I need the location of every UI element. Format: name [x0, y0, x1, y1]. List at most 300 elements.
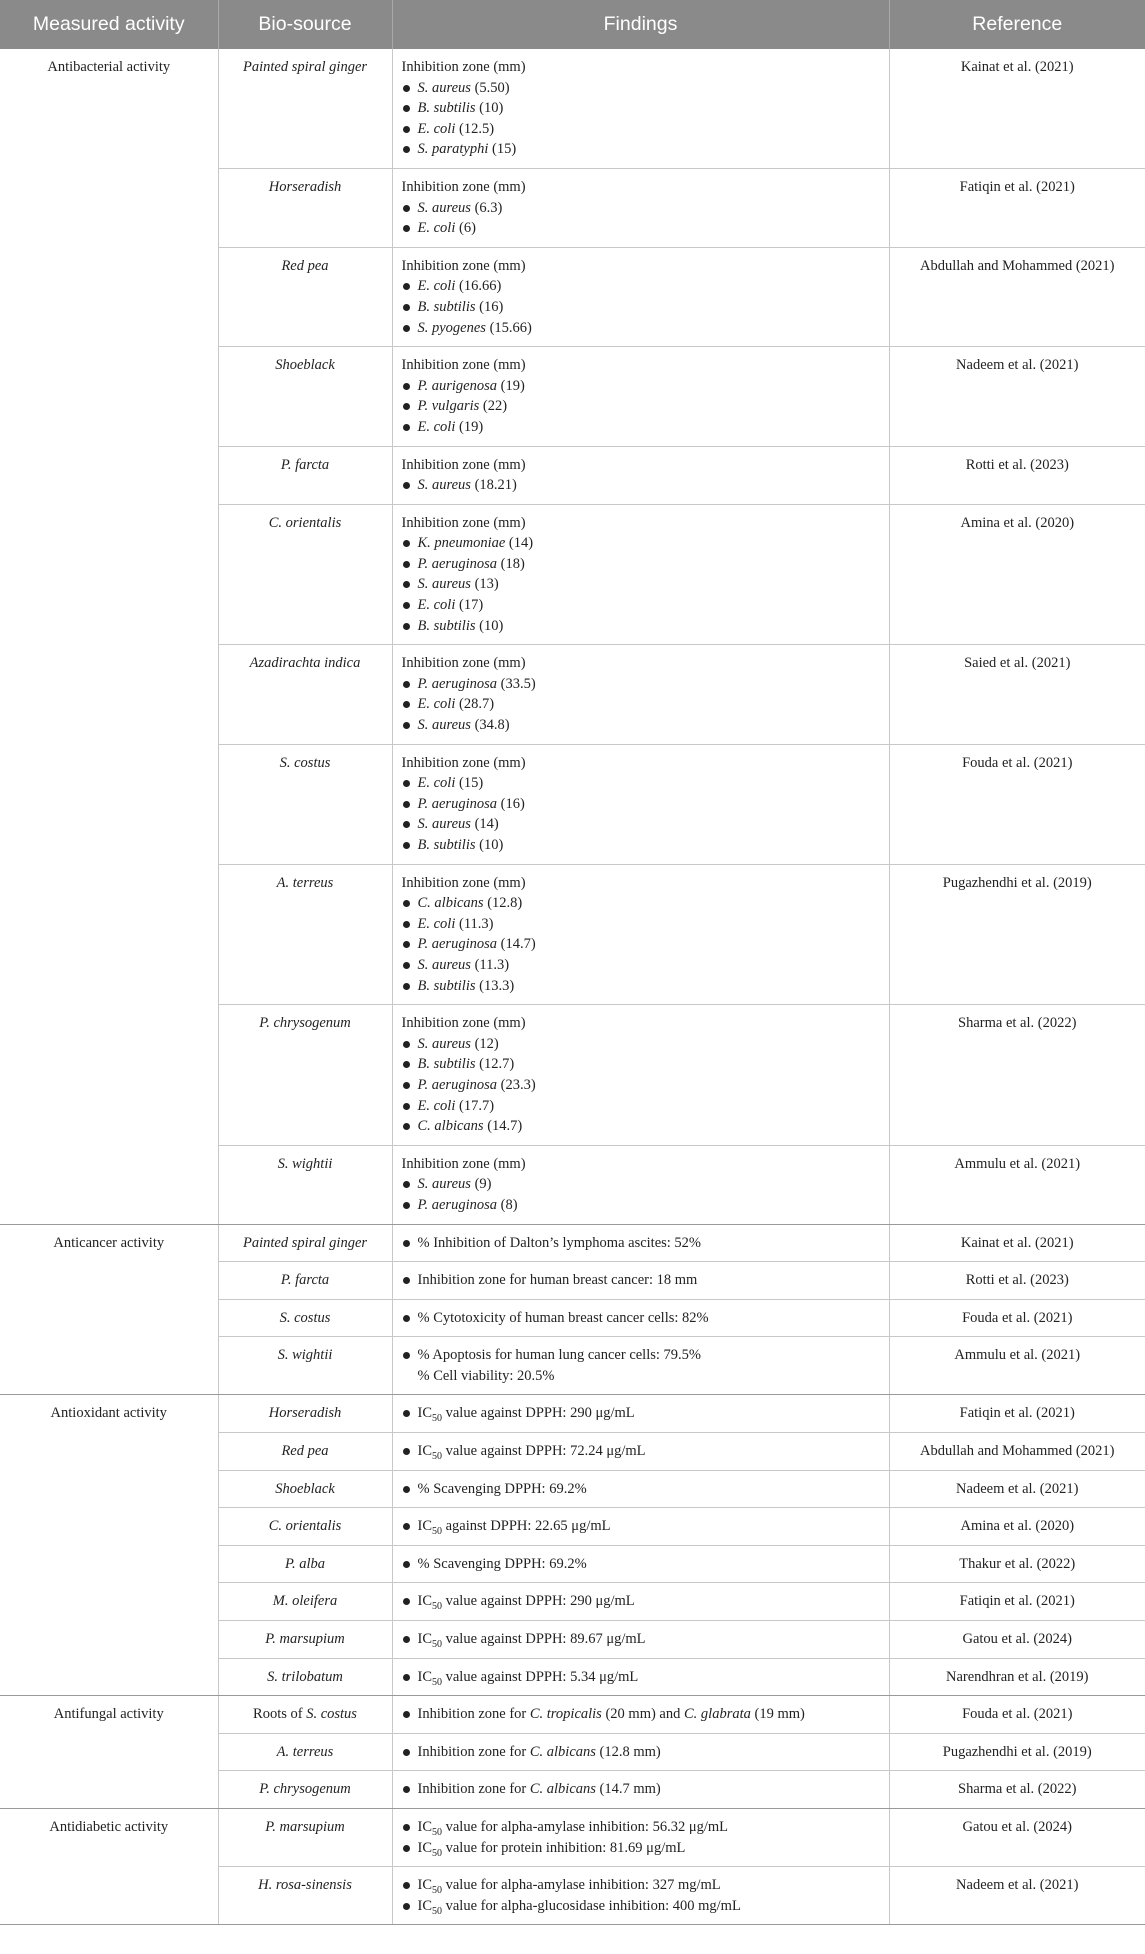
findings-title: Inhibition zone (mm) [401, 456, 526, 473]
findings-cell [392, 1224, 889, 1262]
bio-source-cell [218, 1771, 392, 1809]
list-item [402, 1096, 880, 1117]
list-item [402, 914, 880, 935]
findings-cell [392, 1771, 889, 1809]
inhibition-value: (23.3) [497, 1076, 536, 1093]
bio-source-cell [218, 1733, 392, 1771]
reference-cell [889, 1470, 1145, 1508]
ic-label: IC [417, 1443, 432, 1460]
list-item [402, 1479, 880, 1500]
inhibition-value: (33.5) [497, 675, 536, 692]
reference-text: Amina et al. (2020) [960, 1518, 1075, 1535]
bio-source-name: Painted spiral ginger [242, 1234, 368, 1251]
reference-cell [889, 1545, 1145, 1583]
reference-cell [889, 1224, 1145, 1262]
ic-label: IC [417, 1593, 432, 1610]
inhibition-value: (12.5) [455, 120, 495, 137]
organism-name: C. glabrata [684, 1706, 751, 1723]
reference-cell [889, 1145, 1145, 1224]
organism-name: P. aeruginosa [417, 795, 497, 812]
inhibition-value: (11.3) [470, 956, 510, 973]
ic-label: IC [417, 1631, 432, 1648]
organism-name: E. coli [417, 278, 456, 295]
inhibition-value: (19) [455, 418, 484, 435]
inhibition-value: (18) [497, 555, 525, 572]
reference-cell [889, 1508, 1145, 1546]
organism-name: B. subtilis [417, 100, 476, 117]
organism-name: S. paratyphi [417, 141, 489, 158]
reference-text: Abdullah and Mohammed (2021) [919, 257, 1115, 274]
list-item [402, 119, 880, 140]
list-item [402, 1195, 880, 1216]
findings-list [402, 893, 880, 996]
organism-name: B. subtilis [417, 298, 476, 315]
bio-source-cell [218, 1621, 392, 1659]
finding-text: value against DPPH: 5.34 μg/mL [442, 1668, 639, 1685]
bio-source-cell [218, 1809, 392, 1867]
measured-activity-label: Antifungal activity [53, 1706, 164, 1723]
organism-name: C. albicans [417, 1118, 484, 1135]
reference-cell [889, 1658, 1145, 1696]
findings-cell [392, 1621, 889, 1659]
measured-activity-label: Antibacterial activity [47, 59, 171, 75]
reference-text: Rotti et al. (2023) [965, 456, 1069, 473]
bio-source-cell [218, 247, 392, 346]
findings-cell [392, 744, 889, 864]
reference-cell [889, 168, 1145, 247]
finding-text: % Cell viability: 20.5% [417, 1367, 555, 1384]
reference-text: Narendhran et al. (2019) [945, 1668, 1089, 1685]
list-item [402, 1704, 880, 1725]
findings-list [402, 773, 880, 855]
header-row [0, 0, 1145, 49]
findings-list [402, 1704, 880, 1725]
ic-subscript: 50 [432, 1413, 442, 1425]
bio-source-name: Horseradish [268, 178, 342, 195]
bio-source-name: P. marsupium [265, 1819, 345, 1835]
findings-cell [392, 1508, 889, 1546]
list-item [402, 955, 880, 976]
bio-source-name: S. costus [279, 1309, 331, 1326]
list-item [402, 1554, 880, 1575]
findings-list [402, 1817, 880, 1858]
findings-list [402, 376, 880, 438]
list-item [402, 297, 880, 318]
ic-label: IC [417, 1839, 432, 1856]
bio-source-name: Azadirachta indica [249, 655, 361, 672]
reference-cell [889, 1771, 1145, 1809]
findings-cell [392, 645, 889, 744]
list-item [402, 1591, 880, 1612]
reference-cell [889, 744, 1145, 864]
findings-list [402, 1875, 880, 1916]
list-item [402, 533, 880, 554]
inhibition-value: (8) [497, 1196, 518, 1213]
inhibition-value: (10) [475, 617, 504, 634]
bio-source-name: P. farcta [280, 1272, 330, 1289]
organism-name: B. subtilis [417, 977, 476, 994]
bio-source-name: Red pea [281, 1443, 329, 1460]
organism-name: S. aureus [417, 576, 471, 593]
findings-title: Inhibition zone (mm) [401, 1155, 526, 1172]
bio-source-name: Shoeblack [275, 357, 335, 374]
findings-cell [392, 446, 889, 504]
bio-source-name: S. trilobatum [267, 1668, 343, 1685]
inhibition-value: (12) [470, 1035, 499, 1052]
inhibition-value: (13) [470, 576, 499, 593]
measured-activity-cell [0, 1696, 218, 1809]
list-item [402, 674, 880, 695]
inhibition-value: (9) [470, 1176, 492, 1193]
inhibition-value: (6) [455, 220, 476, 237]
list-item [402, 1233, 880, 1254]
list-item [402, 276, 880, 297]
bio-source-cell [218, 1433, 392, 1471]
organism-name: B. subtilis [417, 617, 476, 634]
findings-list [402, 198, 880, 239]
findings-list [402, 78, 880, 160]
measured-activity-cell [0, 1224, 218, 1395]
finding-text: % Apoptosis for human lung cancer cells: 79.5% [417, 1347, 701, 1364]
list-item [402, 1629, 880, 1650]
bio-source-cell [218, 347, 392, 446]
list-item [402, 78, 880, 99]
bio-source-cell [218, 1658, 392, 1696]
header-measured-activity: Measured activity [0, 0, 218, 49]
organism-name: B. subtilis [417, 1056, 476, 1073]
bio-source-cell [218, 1262, 392, 1300]
inhibition-value: (12.8) [483, 895, 523, 912]
bio-source-name: S. costus [279, 754, 331, 771]
list-item [402, 773, 880, 794]
findings-title: Inhibition zone (mm) [401, 178, 526, 195]
list-item [402, 417, 880, 438]
findings-cell [392, 1337, 889, 1395]
inhibition-value: (17) [455, 597, 484, 614]
measured-activity-label: Antidiabetic activity [49, 1819, 169, 1835]
reference-cell [889, 347, 1145, 446]
findings-title: Inhibition zone (mm) [401, 655, 526, 672]
inhibition-value: (18.21) [470, 477, 517, 494]
findings-cell [392, 1867, 889, 1925]
finding-text: value for alpha-glucosidase inhibition: 400 mg/mL [442, 1897, 741, 1914]
findings-cell [392, 1005, 889, 1146]
list-item [402, 934, 880, 955]
list-item [402, 574, 880, 595]
organism-name: S. aureus [417, 956, 471, 973]
organism-name: E. coli [417, 220, 456, 237]
list-item [402, 1270, 880, 1291]
findings-list [402, 1441, 880, 1462]
organism-name: P. vulgaris [417, 398, 480, 415]
reference-text: Gatou et al. (2024) [962, 1819, 1073, 1835]
findings-cell [392, 1433, 889, 1471]
findings-list [402, 1034, 880, 1137]
list-item [402, 1054, 880, 1075]
bio-source-cell [218, 864, 392, 1005]
organism-name: C. albicans [529, 1743, 596, 1760]
organism-name: E. coli [417, 696, 456, 713]
finding-text: (20 mm) and [601, 1706, 684, 1723]
bio-source-name: P. marsupium [265, 1631, 345, 1648]
reference-cell [889, 864, 1145, 1005]
table-row [0, 1224, 1145, 1262]
reference-cell [889, 1621, 1145, 1659]
reference-cell [889, 446, 1145, 504]
bio-source-name: P. alba [284, 1555, 326, 1572]
inhibition-value: (14) [470, 816, 499, 833]
list-item [402, 1345, 880, 1366]
findings-title: Inhibition zone (mm) [401, 59, 526, 75]
findings-cell [392, 49, 889, 168]
reference-text: Sharma et al. (2022) [958, 1015, 1077, 1032]
inhibition-value: (28.7) [455, 696, 495, 713]
organism-name: E. coli [417, 775, 456, 792]
list-item [402, 1034, 880, 1055]
findings-list [402, 1629, 880, 1650]
bio-source-name: Horseradish [268, 1405, 342, 1422]
reference-cell [889, 247, 1145, 346]
finding-text: against DPPH: 22.65 μg/mL [442, 1518, 611, 1535]
list-item [402, 198, 880, 219]
header-reference: Reference [889, 0, 1145, 49]
measured-activity-cell [0, 1395, 218, 1696]
ic-subscript: 50 [432, 1676, 442, 1688]
finding-text: % Inhibition of Dalton’s lymphoma ascites: 52% [417, 1234, 702, 1251]
organism-name: B. subtilis [417, 837, 476, 853]
findings-cell [392, 1145, 889, 1224]
reference-cell [889, 1005, 1145, 1146]
finding-text: value against DPPH: 290 μg/mL [442, 1593, 635, 1610]
findings-cell [392, 1809, 889, 1867]
list-item [402, 139, 880, 160]
ic-subscript: 50 [432, 1847, 442, 1859]
inhibition-value: (19) [497, 377, 525, 394]
reference-text: Abdullah and Mohammed (2021) [919, 1443, 1115, 1460]
findings-cell [392, 1583, 889, 1621]
finding-text: value for protein inhibition: 81.69 μg/mL [442, 1839, 686, 1856]
bio-source-cell [218, 744, 392, 864]
findings-list [402, 1779, 880, 1800]
organism-name: P. aeruginosa [417, 1076, 497, 1093]
organism-name: S. aureus [417, 199, 471, 216]
ic-label: IC [417, 1877, 432, 1894]
findings-title: Inhibition zone (mm) [401, 514, 526, 531]
list-item [402, 794, 880, 815]
list-item [402, 976, 880, 997]
organism-name: P. aeruginosa [417, 936, 497, 953]
bio-source-prefix: Roots of [253, 1706, 307, 1723]
reference-text: Thakur et al. (2022) [959, 1555, 1076, 1572]
findings-list [402, 1742, 880, 1763]
finding-text: (19 mm) [750, 1706, 805, 1723]
measured-activity-cell [0, 49, 218, 1224]
bio-source-cell [218, 1696, 392, 1734]
finding-text: Inhibition zone for [417, 1706, 530, 1723]
reference-text: Amina et al. (2020) [960, 514, 1075, 531]
list-item [402, 1667, 880, 1688]
findings-cell [392, 1299, 889, 1337]
findings-cell [392, 1696, 889, 1734]
reference-cell [889, 49, 1145, 168]
inhibition-value: (17.7) [455, 1097, 495, 1114]
bio-source-cell [218, 1224, 392, 1262]
finding-text: Inhibition zone for [417, 1781, 530, 1798]
finding-text: value against DPPH: 89.67 μg/mL [442, 1631, 646, 1648]
findings-list [402, 1667, 880, 1688]
findings-list [402, 1308, 880, 1329]
findings-cell [392, 1395, 889, 1433]
findings-list [402, 1174, 880, 1215]
findings-title: Inhibition zone (mm) [401, 357, 526, 374]
findings-cell [392, 1545, 889, 1583]
inhibition-value: (10) [475, 100, 504, 117]
finding-text: % Cytotoxicity of human breast cancer cells: 82% [417, 1309, 709, 1326]
ic-subscript: 50 [432, 1450, 442, 1462]
bio-source-cell [218, 1145, 392, 1224]
inhibition-value: (16) [497, 795, 525, 812]
organism-name: P. aeruginosa [417, 675, 497, 692]
organism-name: E. coli [417, 1097, 456, 1114]
organism-name: S. aureus [417, 1176, 471, 1193]
measured-activity-cell [0, 1809, 218, 1925]
inhibition-value: (34.8) [470, 717, 510, 734]
findings-title: Inhibition zone (mm) [401, 754, 526, 771]
bio-source-name: P. chrysogenum [259, 1015, 351, 1032]
list-item [402, 1403, 880, 1424]
findings-list [402, 1403, 880, 1424]
bio-source-cell [218, 49, 392, 168]
findings-title: Inhibition zone (mm) [401, 1015, 526, 1032]
organism-name: P. aeruginosa [417, 555, 497, 572]
organism-name: S. aureus [417, 717, 471, 734]
list-item [402, 376, 880, 397]
bio-source-cell [218, 645, 392, 744]
inhibition-value: (16.66) [455, 278, 502, 295]
reference-cell [889, 1395, 1145, 1433]
inhibition-value: (14.7) [483, 1118, 523, 1135]
organism-name: C. tropicalis [529, 1706, 602, 1723]
reference-text: Fatiqin et al. (2021) [959, 1405, 1075, 1422]
inhibition-value: (22) [479, 398, 508, 415]
list-item [402, 1817, 880, 1838]
bio-source-name: A. terreus [276, 1743, 334, 1760]
bio-source-name: P. farcta [280, 456, 330, 473]
findings-cell [392, 1658, 889, 1696]
findings-list [402, 1554, 880, 1575]
ic-label: IC [417, 1668, 432, 1685]
inhibition-value: (15) [455, 775, 484, 792]
list-item [402, 1875, 880, 1896]
reference-text: Nadeem et al. (2021) [956, 357, 1079, 374]
reference-cell [889, 1733, 1145, 1771]
finding-text: % Scavenging DPPH: 69.2% [417, 1480, 587, 1497]
list-item [402, 318, 880, 339]
reference-cell [889, 1433, 1145, 1471]
findings-cell [392, 347, 889, 446]
header-findings: Findings [392, 0, 889, 49]
bio-source-cell [218, 504, 392, 645]
findings-list [402, 475, 880, 496]
reference-cell [889, 1867, 1145, 1925]
reference-text: Nadeem et al. (2021) [956, 1480, 1079, 1497]
reference-text: Fatiqin et al. (2021) [959, 178, 1075, 195]
list-item [402, 98, 880, 119]
reference-text: Sharma et al. (2022) [958, 1781, 1077, 1798]
inhibition-value: (15.66) [485, 319, 532, 336]
findings-cell [392, 1262, 889, 1300]
reference-cell [889, 1583, 1145, 1621]
bio-source-name: C. orientalis [268, 514, 342, 531]
findings-list [402, 1233, 880, 1254]
bio-source-cell [218, 1508, 392, 1546]
bio-source-cell [218, 1867, 392, 1925]
inhibition-value: (12.7) [475, 1056, 515, 1073]
findings-cell [392, 864, 889, 1005]
inhibition-value: (5.50) [470, 79, 510, 96]
ic-label: IC [417, 1405, 432, 1422]
reference-text: Pugazhendhi et al. (2019) [942, 1743, 1092, 1760]
reference-cell [889, 1337, 1145, 1395]
ic-subscript: 50 [432, 1885, 442, 1897]
reference-cell [889, 1299, 1145, 1337]
table-row [0, 1696, 1145, 1734]
bio-source-cell [218, 1337, 392, 1395]
findings-cell [392, 504, 889, 645]
bio-source-name: S. costus [306, 1706, 357, 1723]
findings-list [402, 1516, 880, 1537]
findings-list [402, 1270, 880, 1291]
reference-cell [889, 1809, 1145, 1867]
reference-text: Fouda et al. (2021) [962, 1706, 1073, 1723]
ic-subscript: 50 [432, 1638, 442, 1650]
reference-text: Ammulu et al. (2021) [954, 1347, 1081, 1364]
inhibition-value: (14.7) [497, 936, 536, 953]
list-item [402, 1075, 880, 1096]
list-item [402, 835, 880, 856]
findings-list [402, 1591, 880, 1612]
finding-text: value against DPPH: 72.24 μg/mL [442, 1443, 646, 1460]
list-item [402, 715, 880, 736]
list-item [402, 814, 880, 835]
inhibition-value: (16) [475, 298, 504, 315]
reference-cell [889, 1696, 1145, 1734]
finding-text: Inhibition zone for [417, 1743, 530, 1760]
findings-cell [392, 1470, 889, 1508]
bio-source-name: Painted spiral ginger [242, 59, 368, 75]
bio-source-name: P. chrysogenum [259, 1781, 351, 1798]
bio-source-name: M. oleifera [272, 1593, 338, 1610]
organism-name: C. albicans [529, 1781, 596, 1798]
organism-name: S. aureus [417, 477, 471, 494]
reference-text: Ammulu et al. (2021) [954, 1155, 1081, 1172]
list-item [402, 554, 880, 575]
list-item [402, 1174, 880, 1195]
findings-title: Inhibition zone (mm) [401, 874, 526, 891]
list-item [402, 218, 880, 239]
list-item [402, 1308, 880, 1329]
ic-subscript: 50 [432, 1905, 442, 1917]
table-row [0, 49, 1145, 168]
ic-label: IC [417, 1819, 432, 1835]
list-item [402, 475, 880, 496]
organism-name: K. pneumoniae [417, 535, 506, 552]
organism-name: C. albicans [417, 895, 484, 912]
reference-text: Fouda et al. (2021) [962, 1309, 1073, 1326]
bio-source-name: Shoeblack [275, 1480, 335, 1497]
reference-text: Saied et al. (2021) [964, 655, 1071, 672]
finding-text: % Scavenging DPPH: 69.2% [417, 1555, 587, 1572]
